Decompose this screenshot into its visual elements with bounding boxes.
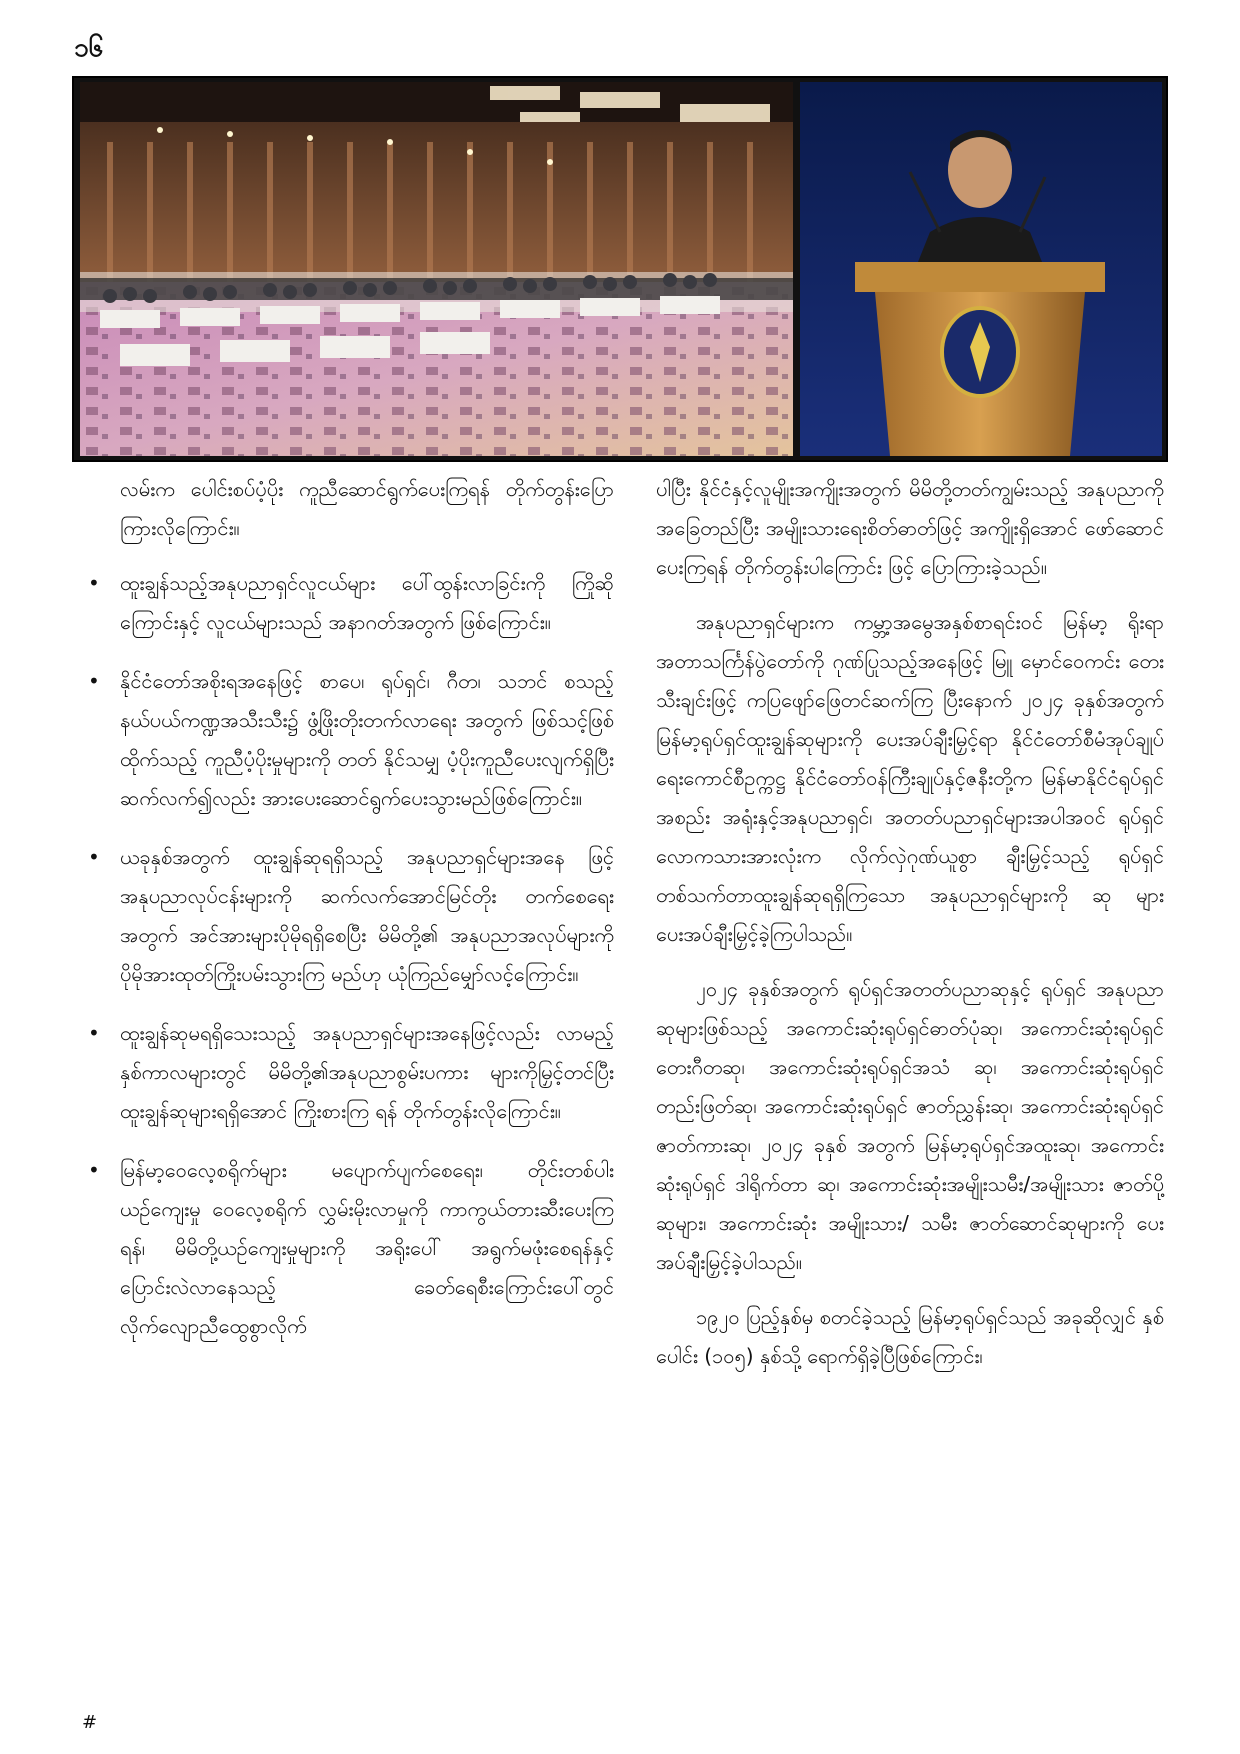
bullet-dot-icon: • [88, 845, 100, 869]
bullet-item [88, 564, 614, 642]
photo-strip [72, 76, 1168, 462]
bullet-dot-icon: • [88, 1158, 100, 1182]
right-column [656, 470, 1164, 1392]
left-column [88, 470, 614, 1366]
bullet-item [88, 1014, 614, 1131]
bullet-dot-icon: • [88, 571, 100, 595]
speaker-podium-photo [800, 82, 1162, 456]
audience-hall-photo [80, 82, 793, 456]
bullet-dot-icon: • [88, 669, 100, 693]
body-paragraph: အနုပညာရှင်များက ကမ္ဘာ့အမွေအနှစ်စာရင်းဝင် မြန်မာ့ ရိုးရာ အတာသင်္ကြန်ပွဲတော်ကို ဂုဏ်ပြုသည့်အနေဖြင့် မြူ မှောင်ဝေကင်း တေးသီးချင်းဖြင့် ကပြဖျော်ဖြေတင်ဆက်ကြ ပြီးနောက် ၂၀၂၄ ခုနှစ်အတွက် မြန်မာ့ရုပ်ရှင်ထူးချွန်ဆုများကို ပေးအပ်ချီးမြှင့်ရာ နိုင်ငံတော်စီမံအုပ်ချုပ်ရေးကောင်စီဥက္ကဋ္ဌ နိုင်ငံတော်ဝန်ကြီးချုပ်နှင့်ဇနီးတို့က မြန်မာနိုင်ငံရုပ်ရှင်အစည်း အရုံးနှင့်အနုပညာရှင်၊ အတတ်ပညာရှင်များအပါအဝင် ရုပ်ရှင် လောကသားအားလုံးက လိုက်လှဲဂုဏ်ယူစွာ ချီးမြှင့်သည့် ရုပ်ရှင် တစ်သက်တာထူးချွန်ဆုရရှိကြသော အနုပညာရှင်များကို ဆု များ ပေးအပ်ချီးမြှင့်ခဲ့ကြပါသည်။ [656, 610, 1164, 946]
bullet-text: ယခုနှစ်အတွက် ထူးချွန်ဆုရရှိသည့် အနုပညာရှင်များအနေ ဖြင့် အနုပညာလုပ်ငန်းများကို ဆက်လက်အောင်မြင်တိုး တက်စေရေးအတွက် အင်အားများပိုမိုရရှိစေပြီး မိမိတို့၏ အနုပညာအလုပ်များကို ပိုမိုအားထုတ်ကြိုးပမ်းသွားကြ မည်ဟု ယုံကြည်မျှော်လင့်ကြောင်း။ [120, 845, 614, 986]
continuation-paragraph: လမ်းက ပေါင်းစပ်ပံ့ပိုး ကူညီဆောင်ရွက်ပေးကြရန် တိုက်တွန်းပြောကြားလိုကြောင်း။ [120, 477, 614, 540]
bullet-text: ထူးချွန်ဆုမရရှိသေးသည့် အနုပညာရှင်များအနေဖြင့်လည်း လာမည့်နှစ်ကာလများတွင် မိမိတို့၏အနုပညာစွမ်းပကား များကိုမြှင့်တင်ပြီး ထူးချွန်ဆုများရရှိအောင် ကြိုးစားကြ ရန် တိုက်တွန်းလိုကြောင်း။ [120, 1021, 614, 1123]
body-paragraph: ၁၉၂၀ ပြည့်နှစ်မှ စတင်ခဲ့သည့် မြန်မာ့ရုပ်ရှင်သည် အခုဆိုလျှင် နှစ်ပေါင်း (၁၀၅) နှစ်သို့ ရောက်ရှိခဲ့ပြီဖြစ်ကြောင်း၊ [656, 1305, 1164, 1368]
bullet-text: နိုင်ငံတော်အစိုးရအနေဖြင့် စာပေ၊ ရုပ်ရှင်၊ ဂီတ၊ သဘင် စသည့် နယ်ပယ်ကဏ္ဍအသီးသီး၌ ဖွံ့ဖြိုးတိုးတက်လာရေး အတွက် ဖြစ်သင့်ဖြစ်ထိုက်သည့် ကူညီပံ့ပိုးမှုများကို တတ် နိုင်သမျှ ပံ့ပိုးကူညီပေးလျက်ရှိပြီး ဆက်လက်၍လည်း အားပေးဆောင်ရွက်ပေးသွားမည်ဖြစ်ကြောင်း။ [120, 669, 614, 810]
bullet-item [88, 662, 614, 818]
bullet-item [88, 838, 614, 994]
footer-mark: # [82, 1712, 98, 1733]
bullet-item [88, 1151, 614, 1346]
bullet-dot-icon: • [88, 1021, 100, 1045]
body-paragraph: ပါပြီး နိုင်ငံနှင့်လူမျိုးအကျိုးအတွက် မိမိတို့တတ်ကျွမ်းသည့် အနုပညာကို အခြေတည်ပြီး အမျိုးသားရေးစိတ်ဓာတ်ဖြင့် အကျိုးရှိအောင် ဖော်ဆောင်ပေးကြရန် တိုက်တွန်းပါကြောင်း ဖြင့် ပြောကြားခဲ့သည်။ [656, 477, 1164, 579]
body-paragraph: ၂၀၂၄ ခုနှစ်အတွက် ရုပ်ရှင်အတတ်ပညာဆုနှင့် ရုပ်ရှင် အနုပညာဆုများဖြစ်သည့် အကောင်းဆုံးရုပ်ရှင်ဓာတ်ပုံဆု၊ အကောင်းဆုံးရုပ်ရှင်တေးဂီတဆု၊ အကောင်းဆုံးရုပ်ရှင်အသံ ဆု၊ အကောင်းဆုံးရုပ်ရှင်တည်းဖြတ်ဆု၊ အကောင်းဆုံးရုပ်ရှင် ဇာတ်ညွှန်းဆု၊ အကောင်းဆုံးရုပ်ရှင်ဇာတ်ကားဆု၊ ၂၀၂၄ ခုနှစ် အတွက် မြန်မာ့ရုပ်ရှင်အထူးဆု၊ အကောင်းဆုံးရုပ်ရှင် ဒါရိုက်တာ ဆု၊ အကောင်းဆုံးအမျိုးသမီး/အမျိုးသား ဇာတ်ပို့ဆုများ၊ အကောင်းဆုံး အမျိုးသား/ သမီး ဇာတ်ဆောင်ဆုများကို ပေး အပ်ချီးမြှင့်ခဲ့ပါသည်။ [656, 977, 1164, 1274]
bullet-text: ထူးချွန်သည့်အနုပညာရှင်လူငယ်များ ပေါ်ထွန်းလာခြင်းကို ကြိုဆိုကြောင်းနှင့် လူငယ်များသည် အနာဂတ်အတွက် ဖြစ်ကြောင်း။ [120, 571, 614, 634]
bullet-text: မြန်မာ့ဝေလေ့စရိုက်များ မပျောက်ပျက်စေရေး၊ တိုင်းတစ်ပါးယဉ်ကျေးမှု ဝေလေ့စရိုက် လွှမ်းမိုးလာမှုကို ကာကွယ်တားဆီးပေးကြရန်၊ မိမိတို့ယဉ်ကျေးမှုများကို အရိုးပေါ် အရွက်မဖုံးစေရန်နှင့် ပြောင်းလဲလာနေသည့် ခေတ်ရေစီးကြောင်းပေါ်တွင် လိုက်လျောညီထွေစွာလိုက် [120, 1158, 614, 1338]
page-number: ၁၆ [74, 33, 104, 63]
